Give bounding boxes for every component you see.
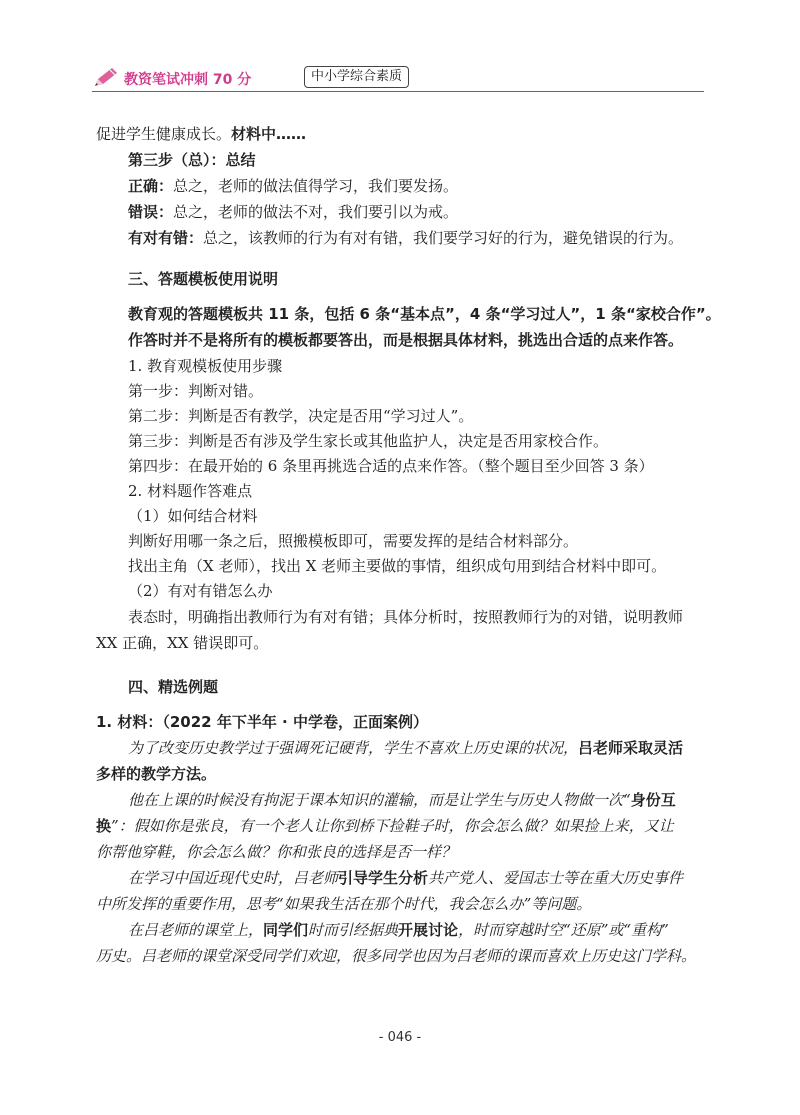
text-line xyxy=(128,226,683,250)
running-header xyxy=(92,62,704,94)
case-line xyxy=(128,788,676,812)
text-span: 在吕老师的课堂上， xyxy=(128,921,264,939)
subject-tag: 中小学综合素质 xyxy=(304,66,409,88)
question-title: 1. 材料：（2022 年下半年 · 中学卷，正面案例） xyxy=(96,713,428,731)
subheading: （2）有对有错怎么办 xyxy=(128,582,273,600)
case-line xyxy=(128,918,669,942)
case-line xyxy=(128,736,683,760)
page-number: - 046 - xyxy=(378,1030,422,1045)
label-span: 错误： xyxy=(128,203,174,221)
text-line: 表态时，明确指出教师行为有对有错；具体分析时，按照教师行为的对错，说明教师 xyxy=(128,608,684,626)
label-span: 有对有错： xyxy=(128,229,204,247)
subheading: 1. 教育观模板使用步骤 xyxy=(128,357,283,375)
case-line xyxy=(128,866,683,890)
case-line: 历史。吕老师的课堂深受同学们欢迎，很多同学也因为吕老师的课而喜欢上历史这门学科。 xyxy=(96,947,697,965)
text-span: 吕老师采取灵活 xyxy=(578,739,684,757)
header-divider xyxy=(92,91,704,92)
text-line: 找出主角（X 老师），找出 X 老师主要做的事情，组织成句用到结合材料中即可。 xyxy=(128,557,667,575)
text-span: 同学们 xyxy=(263,921,309,939)
text-line: 判断好用哪一条之后，照搬模板即可，需要发挥的是结合材料部分。 xyxy=(128,532,579,550)
step-line: 第一步：判断对错。 xyxy=(128,382,264,400)
text-span: 在学习中国近现代史时，吕老师 xyxy=(128,869,339,887)
bold-paragraph: 作答时并不是将所有的模板都要答出，而是根据具体材料，挑选出合适的点来作答。 xyxy=(128,331,684,349)
text-line: XX 正确，XX 错误即可。 xyxy=(96,634,269,652)
text-line xyxy=(128,200,458,224)
text-line xyxy=(96,122,306,146)
text-span: 时而引经据典 xyxy=(308,921,399,939)
bold-paragraph: 教育观的答题模板共 11 条，包括 6 条“基本点”，4 条“学习过人”，1 条“家校合作”。 xyxy=(128,305,721,323)
text-span: 为了改变历史教学过于强调死记硬背，学生不喜欢上历史课的状况， xyxy=(128,739,579,757)
step-heading: 第三步（总）：总结 xyxy=(128,151,256,169)
text-span: 他在上课的时候没有拘泥于课本知识的灌输，而是让学生与历史人物做一次“ xyxy=(128,791,631,809)
text-span: 共产党人、爱国志士等在重大历史事件 xyxy=(428,869,684,887)
pencil-icon xyxy=(92,66,120,90)
text-span: 总之，老师的做法不对，我们要引以为戒。 xyxy=(173,203,459,221)
case-line xyxy=(96,814,674,838)
text-span: ”：假如你是张良，有一个老人让你到桥下捡鞋子时，你会怎么做？如果捡上来，又让 xyxy=(111,817,674,835)
subheading: 2. 材料题作答难点 xyxy=(128,482,253,500)
text-span: 促进学生健康成长。 xyxy=(96,125,232,143)
text-span: 引导学生分析 xyxy=(338,869,429,887)
text-span: 换 xyxy=(96,817,112,835)
text-line xyxy=(128,174,458,198)
case-line: 中所发挥的重要作用，思考“如果我生活在那个时代，我会怎么办”等问题。 xyxy=(96,895,592,913)
step-line: 第二步：判断是否有教学，决定是否用“学习过人”。 xyxy=(128,407,474,425)
step-line: 第四步：在最开始的 6 条里再挑选合适的点来作答。（整个题目至少回答 3 条） xyxy=(128,457,654,475)
text-span: 身份互 xyxy=(630,791,676,809)
section-heading: 三、答题模板使用说明 xyxy=(128,270,279,288)
text-span: 总之，老师的做法值得学习，我们要发扬。 xyxy=(173,177,459,195)
subheading: （1）如何结合材料 xyxy=(128,507,258,525)
text-span: 材料中…… xyxy=(231,125,307,143)
case-line: 多样的教学方法。 xyxy=(96,765,217,783)
text-span: 开展讨论 xyxy=(398,921,459,939)
case-line: 你帮他穿鞋，你会怎么做？你和张良的选择是否一样？ xyxy=(96,843,457,861)
section-heading: 四、精选例题 xyxy=(128,678,219,696)
book-title: 教资笔试冲刺 70 分 xyxy=(124,72,252,88)
text-span: ，时而穿越时空“还原”或“重构” xyxy=(458,921,669,939)
text-span: 总之，该教师的行为有对有错，我们要学习好的行为，避免错误的行为。 xyxy=(203,229,684,247)
label-span: 正确： xyxy=(128,177,174,195)
step-line: 第三步：判断是否有涉及学生家长或其他监护人，决定是否用家校合作。 xyxy=(128,432,609,450)
